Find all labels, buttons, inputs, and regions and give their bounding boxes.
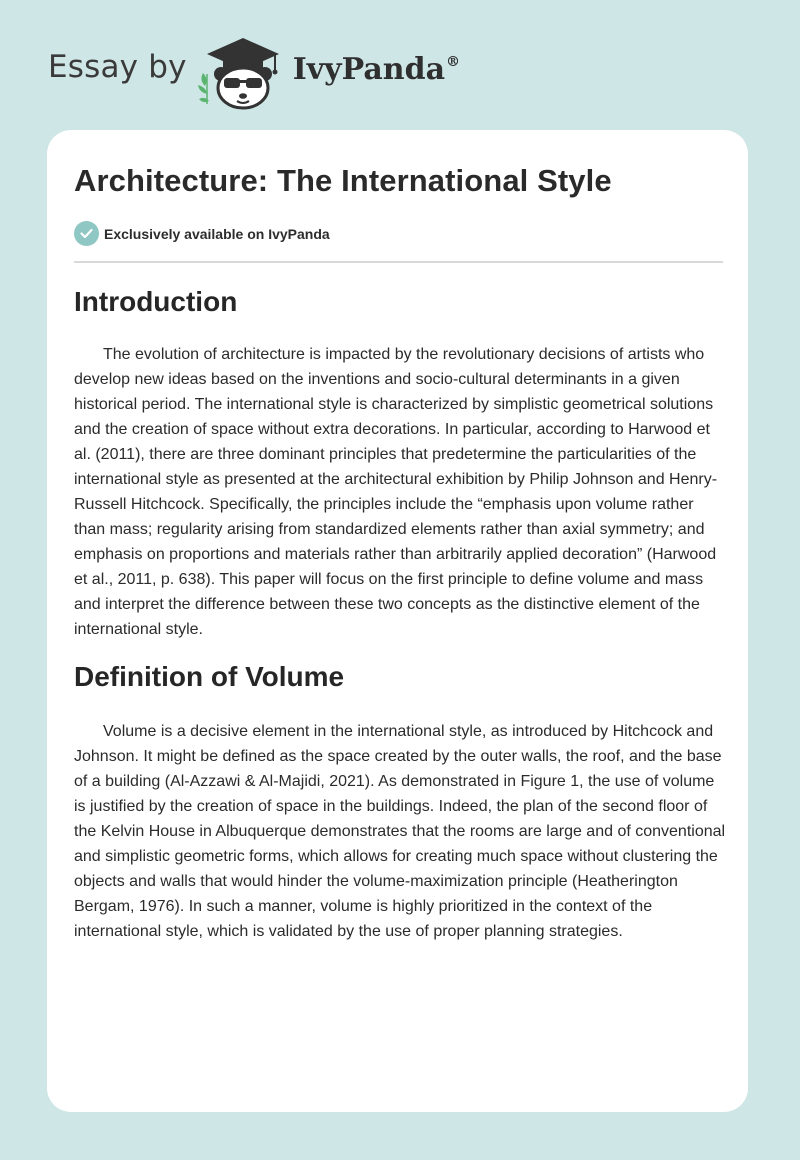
section-paragraph-introduction: The evolution of architecture is impacted by the revolutionary decisions of artists who develop new ideas based on the inventions and socio-cultural determinants in a given historical period. The international style is characterized by simplistic geometrical solutions and the creation of space without extra decorations. In particular, according to Harwood et al. (2011), there are three dominant principles that predetermine the particularities of the international style as presented at the architectural exhibition by Philip Johnson and Henry-Russell Hitchcock. Specifically, the principles include the “emphasis upon volume rather than mass; regularity arising from standardized elements rather than axial symmetry; and emphasis on proportions and materials rather than arbitrarily applied decoration” (Harwood et al., 2011, p. 638). This paper will focus on the first principle to define volume and mass and interpret the difference between these two concepts as the distinctive element of the international style. (74, 346, 718, 638)
essay-card (47, 130, 748, 1112)
exclusive-badge (74, 221, 330, 246)
section-paragraph-definition-of-volume: Volume is a decisive element in the international style, as introduced by Hitchcock and Johnson. It might be defined as the space created by the outer walls, the roof, and the base of a building (Al-Azzawi & Al-Majidi, 2021). As demonstrated in Figure 1, the use of volume is justified by the creation of space in the buildings. Indeed, the plan of the second floor of the Kelvin House in Albuquerque demonstrates that the rooms are large and of conventional and simplistic geometric forms, which allows for creating much space without clustering the objects and walls that would hinder the volume-maximization principle (Heatherington Bergam, 1976). In such a manner, volume is highly prioritized in the context of the international style, which is validated by the use of proper planning strategies. (74, 723, 726, 940)
panda-graduate-icon (195, 30, 291, 112)
brand-name: IvyPanda® (292, 51, 461, 87)
check-icon (74, 221, 99, 246)
page-title: Architecture: The International Style (74, 163, 612, 198)
title-divider (74, 261, 723, 263)
section-heading-introduction: Introduction (74, 286, 238, 317)
registered-mark: ® (446, 53, 461, 70)
section-heading-definition-of-volume: Definition of Volume (74, 661, 345, 692)
site-logo[interactable] (48, 30, 460, 112)
brand-prefix: Essay by (48, 49, 187, 85)
badge-label: Exclusively available on IvyPanda (104, 225, 330, 242)
